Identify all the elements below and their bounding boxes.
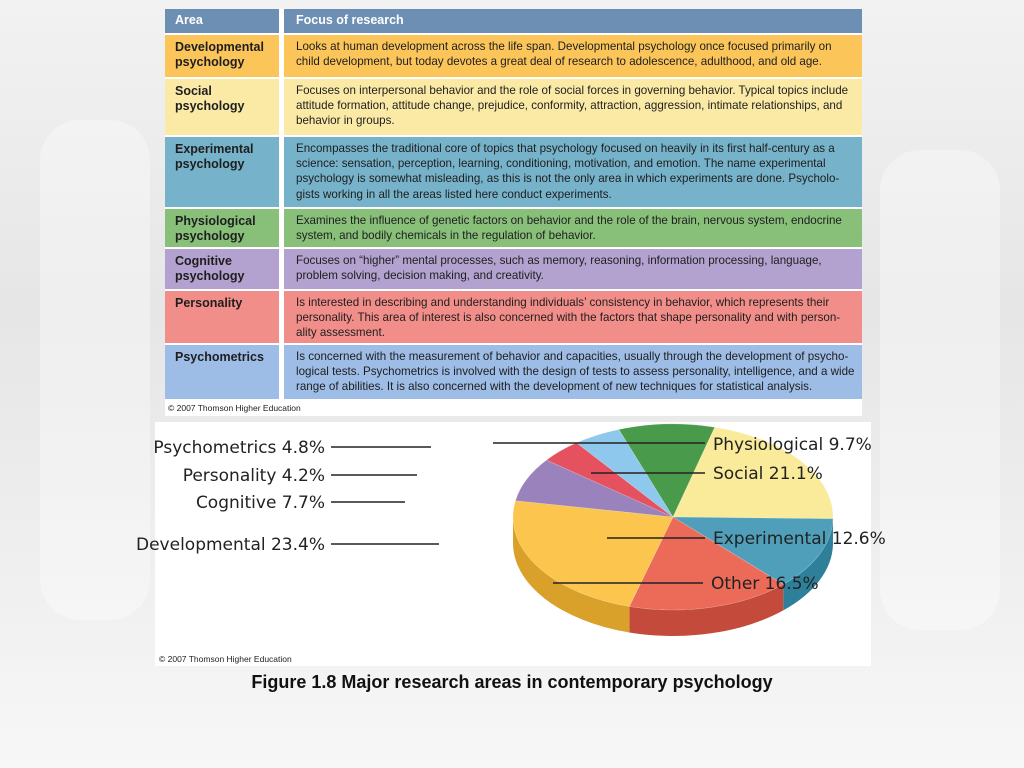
figure-caption: Figure 1.8 Major research areas in contemporary psychology (251, 672, 773, 692)
area-label: Experimental psychology (165, 137, 279, 207)
table-row (165, 291, 862, 343)
table-row (165, 209, 862, 247)
slice-label-personality: Personality 4.2% (182, 466, 325, 486)
focus-text: Focuses on “higher” mental processes, such as memory, reasoning, information processing, language, problem solving, decision making, and creativity. (284, 249, 862, 289)
area-label: Psychometrics (165, 345, 279, 399)
slice-label-cognitive: Cognitive 7.7% (195, 493, 325, 513)
table-copyright: © 2007 Thomson Higher Education (168, 403, 301, 413)
slice-label-other: Other 16.5% (711, 574, 819, 594)
pie-chart-panel (136, 422, 886, 666)
table-header (165, 9, 862, 33)
table-row (165, 345, 862, 399)
area-label: Cognitive psychology (165, 249, 279, 289)
pie-chart (136, 422, 886, 666)
slice-label-developmental: Developmental 23.4% (136, 535, 325, 555)
header-area: Area (165, 9, 279, 33)
research-areas-table (165, 9, 862, 416)
slice-label-physiological: Physiological 9.7% (713, 435, 872, 455)
focus-text: Is concerned with the measurement of behavior and capacities, usually through the development of psycho-logical tests. Psychometrics is involved with the design of tests to assess personality, intelligence, and a wide range of abilities. It is also concerned with the development of new techniques for statistical analysis. (284, 345, 862, 399)
slice-label-social: Social 21.1% (713, 464, 823, 484)
area-label: Developmental psychology (165, 35, 279, 77)
area-label: Personality (165, 291, 279, 343)
area-label: Social psychology (165, 79, 279, 135)
focus-text: Focuses on interpersonal behavior and the role of social forces in governing behavior. Typical topics include attitude formation, attitude change, prejudice, conformity, attraction, aggression, intimate relationships, and behavior in groups. (284, 79, 862, 135)
header-focus: Focus of research (284, 9, 862, 33)
focus-text: Is interested in describing and understanding individuals’ consistency in behavior, which represents their personality. This area of interest is also concerned with the factors that shape personality and with person-ality assessment. (284, 291, 862, 343)
focus-text: Examines the influence of genetic factors on behavior and the role of the brain, nervous system, endocrine system, and bodily chemicals in the regulation of behavior. (284, 209, 862, 247)
area-label: Physiological psychology (165, 209, 279, 247)
slice-label-psychometrics: Psychometrics 4.8% (153, 438, 325, 458)
chart-copyright: © 2007 Thomson Higher Education (159, 654, 292, 664)
table-row (165, 137, 862, 207)
table-row (165, 35, 862, 77)
focus-text: Looks at human development across the life span. Developmental psychology once focused primarily on child development, but today devotes a great deal of research to adolescence, adulthood, and old age. (284, 35, 862, 77)
focus-text: Encompasses the traditional core of topics that psychology focused on heavily in its first half-century as a science: sensation, perception, learning, conditioning, motivation, and emotion. The name experimental psychology is somewhat misleading, as this is not the only area in which experiments are done. Psycholo-gists working in all the areas listed here conduct experiments. (284, 137, 862, 207)
table-row (165, 249, 862, 289)
slice-label-experimental: Experimental 12.6% (713, 529, 886, 549)
table-row (165, 79, 862, 135)
